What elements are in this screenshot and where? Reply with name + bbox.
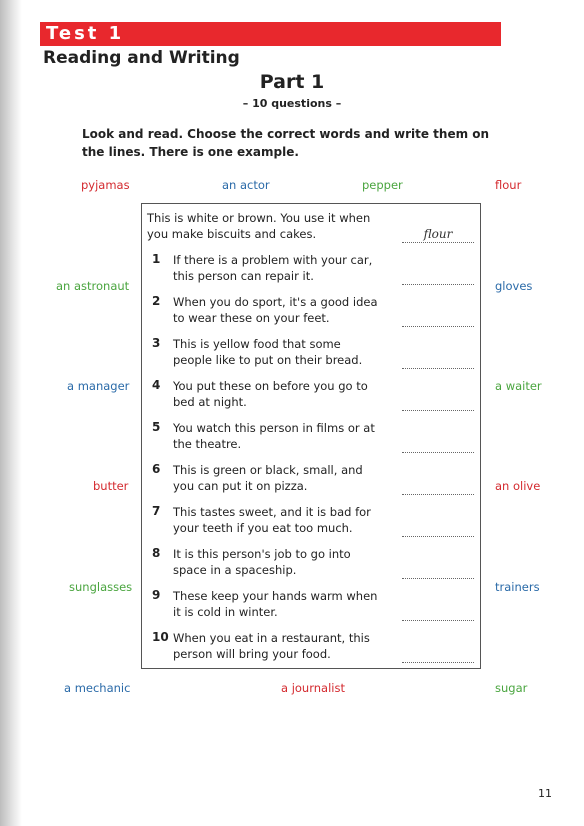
question-text: If there is a problem with your car, this person can repair it.	[173, 253, 373, 283]
question-number: 6	[152, 462, 161, 476]
section-title: Reading and Writing	[43, 48, 240, 68]
word-flour: flour	[495, 178, 522, 192]
instructions: Look and read. Choose the correct words and write them on the lines. There is one example.	[82, 127, 490, 159]
example-text: This is white or brown. You use it when you make biscuits and cakes.	[147, 211, 371, 241]
question-text: When you do sport, it's a good idea to wear these on your feet.	[173, 295, 378, 325]
question-item	[142, 504, 480, 544]
word-an-olive: an olive	[495, 479, 541, 493]
question-item	[142, 378, 480, 418]
answer-line[interactable]	[402, 564, 474, 579]
word-sunglasses: sunglasses	[69, 580, 133, 594]
page-edge-shadow	[0, 0, 22, 826]
question-item	[142, 546, 480, 586]
part-subtitle: – 10 questions –	[242, 97, 342, 110]
word-butter: butter	[93, 479, 129, 493]
question-item	[142, 630, 480, 670]
answer-line[interactable]	[402, 396, 474, 411]
question-number: 2	[152, 294, 161, 308]
word-sugar: sugar	[495, 681, 528, 695]
word-pepper: pepper	[362, 178, 403, 192]
word-a-manager: a manager	[67, 379, 130, 393]
question-text: This is green or black, small, and you can put it on pizza.	[173, 463, 363, 493]
answer-line[interactable]	[402, 438, 474, 453]
word-an-actor: an actor	[222, 178, 270, 192]
question-text: You watch this person in films or at the theatre.	[173, 421, 375, 451]
example-answer: flour	[423, 227, 453, 241]
answer-line[interactable]	[402, 228, 474, 243]
question-number: 3	[152, 336, 161, 350]
word-an-astronaut: an astronaut	[56, 279, 130, 293]
question-number: 8	[152, 546, 161, 560]
word-a-mechanic: a mechanic	[64, 681, 131, 695]
example-item	[142, 210, 480, 250]
answer-line[interactable]	[402, 480, 474, 495]
question-number: 7	[152, 504, 161, 518]
answer-line[interactable]	[402, 354, 474, 369]
answer-line[interactable]	[402, 312, 474, 327]
page-number: 11	[538, 787, 552, 800]
answer-line[interactable]	[402, 606, 474, 621]
word-a-journalist: a journalist	[281, 681, 345, 695]
part-title: Part 1	[259, 71, 325, 93]
question-number: 9	[152, 588, 161, 602]
question-number: 4	[152, 378, 161, 392]
question-text: When you eat in a restaurant, this person will bring your food.	[173, 631, 370, 661]
question-item	[142, 252, 480, 292]
question-item	[142, 462, 480, 502]
question-text: You put these on before you go to bed at night.	[173, 379, 368, 409]
word-a-waiter: a waiter	[495, 379, 542, 393]
question-number: 10	[152, 630, 169, 644]
answer-line[interactable]	[402, 522, 474, 537]
answer-line[interactable]	[402, 270, 474, 285]
word-trainers: trainers	[495, 580, 540, 594]
word-pyjamas: pyjamas	[81, 178, 130, 192]
question-item	[142, 588, 480, 628]
question-item	[142, 336, 480, 376]
question-number: 5	[152, 420, 161, 434]
question-text: These keep your hands warm when it is cold in winter.	[173, 589, 378, 619]
questions-box	[141, 203, 481, 669]
question-text: This tastes sweet, and it is bad for your teeth if you eat too much.	[173, 505, 371, 535]
word-gloves: gloves	[495, 279, 533, 293]
question-text: This is yellow food that some people like to put on their bread.	[173, 337, 363, 367]
question-item	[142, 294, 480, 334]
test-banner: Test 1	[40, 22, 501, 46]
question-number: 1	[152, 252, 161, 266]
question-item	[142, 420, 480, 460]
answer-line[interactable]	[402, 648, 474, 663]
question-text: It is this person's job to go into space in a spaceship.	[173, 547, 351, 577]
